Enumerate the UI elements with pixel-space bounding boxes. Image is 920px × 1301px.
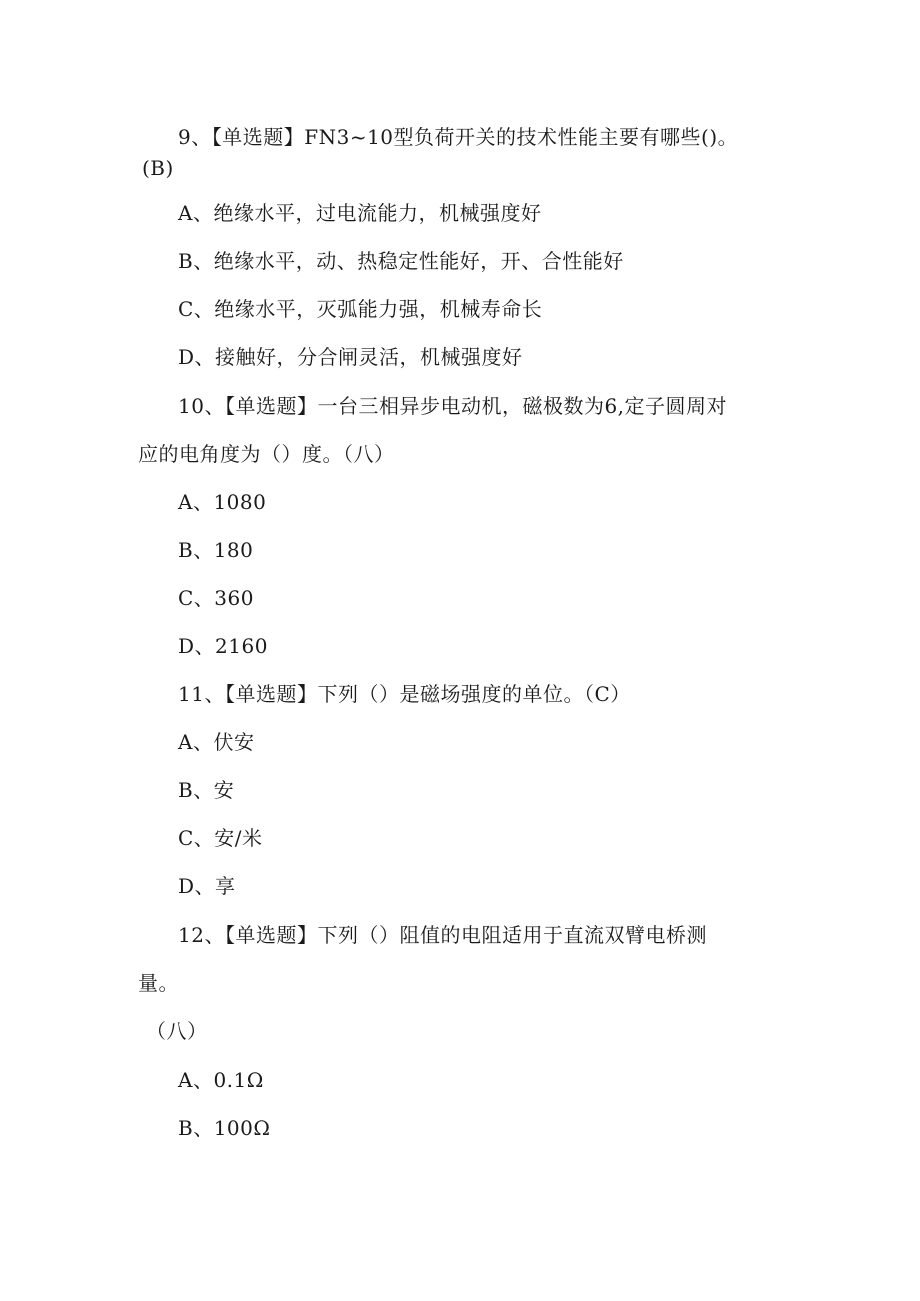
question-9-option-a: A、绝缘水平，过电流能力，机械强度好	[178, 201, 542, 225]
question-11-stem-line1: 11、【单选题】下列（）是磁场强度的单位。（C）	[178, 682, 631, 706]
question-12-stem-line3: （八）	[146, 1019, 208, 1043]
question-9-stem-line2: (B)	[142, 156, 174, 180]
question-10-stem-line1: 10、【单选题】一台三相异步电动机，磁极数为6,定子圆周对	[178, 394, 728, 418]
question-11-option-b: B、安	[178, 778, 235, 802]
question-10-option-a: A、1080	[178, 490, 267, 514]
question-10-option-d: D、2160	[178, 634, 268, 658]
question-9-stem-line1: 9、【单选题】FN3~10型负荷开关的技术性能主要有哪些()。	[178, 125, 739, 149]
question-9-option-b: B、绝缘水平，动、热稳定性能好，开、合性能好	[178, 249, 624, 273]
question-11-option-d: D、享	[178, 874, 236, 898]
question-11-option-a: A、伏安	[178, 730, 255, 754]
question-10-option-b: B、180	[178, 538, 254, 562]
question-12-option-a: A、0.1Ω	[178, 1068, 264, 1092]
question-10-stem-line2: 应的电角度为（）度。（八）	[138, 442, 395, 466]
question-10-option-c: C、360	[178, 586, 254, 610]
question-9-option-d: D、接触好，分合闸灵活，机械强度好	[178, 345, 523, 369]
question-9-option-c: C、绝缘水平，灭弧能力强，机械寿命长	[178, 297, 543, 321]
question-12-stem-line2: 量。	[138, 971, 179, 995]
question-12-option-b: B、100Ω	[178, 1116, 271, 1140]
question-11-option-c: C、安/米	[178, 826, 263, 850]
question-12-stem-line1: 12、【单选题】下列（）阻值的电阻适用于直流双臂电桥测	[178, 923, 707, 947]
